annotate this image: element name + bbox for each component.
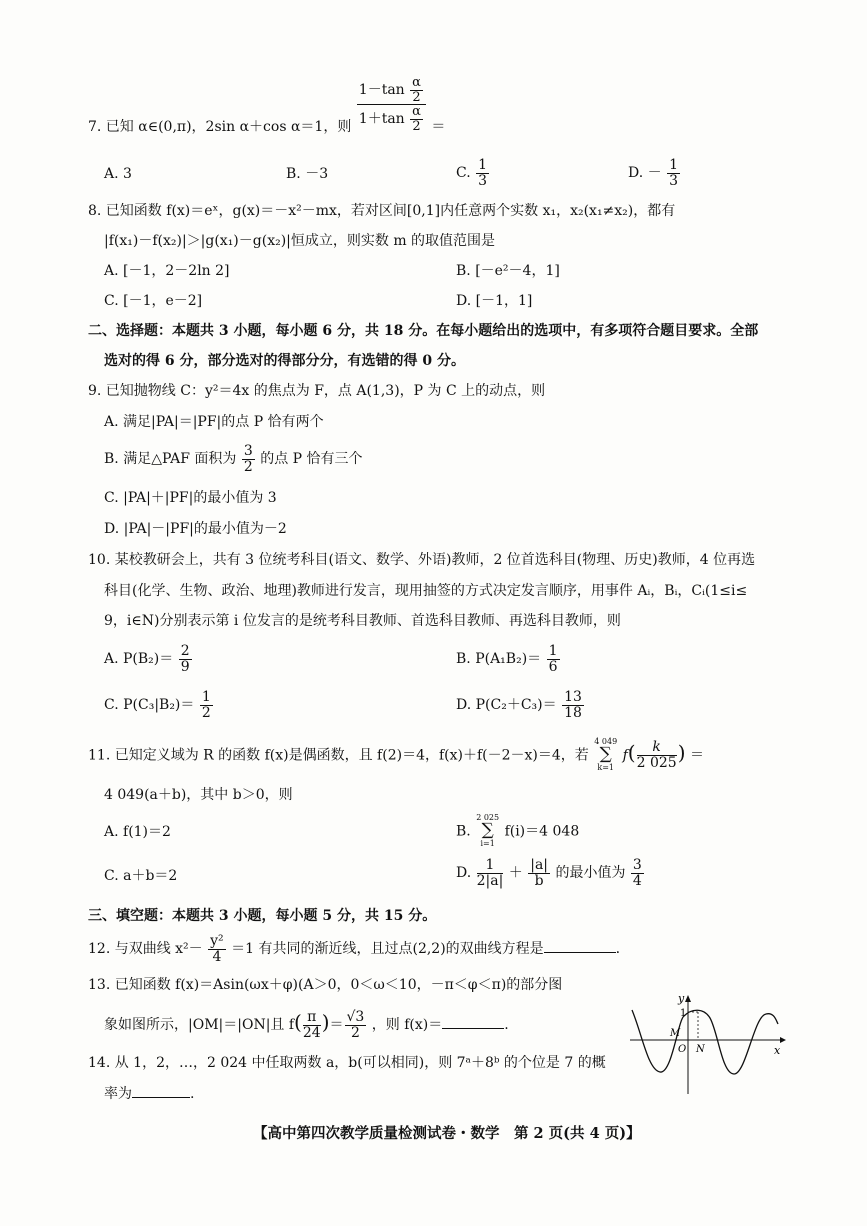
q8-option-c: C. [－1，e－2]	[104, 293, 203, 309]
q8-option-b: B. [－e²－4，1]	[456, 263, 560, 279]
q8-option-a: A. [－1，2－2ln 2]	[104, 263, 230, 279]
q7-option-b: B. －3	[286, 166, 329, 182]
q9-option-b: B. 满足△PAF 面积为 $\frac{3}{2}$ 的点 P 恰有三个	[104, 443, 363, 475]
q8-line2: |f(x₁)－f(x₂)|＞|g(x₁)－g(x₂)|恒成立，则实数 m 的取值范围是	[104, 233, 496, 249]
q14-answer-blank[interactable]	[132, 1083, 190, 1098]
x-axis-label: x	[774, 1044, 781, 1057]
section2-heading: 二、选择题：本题共 3 小题，每小题 6 分，共 18 分。在每小题给出的选项中，有多项符合题目要求。全部	[88, 323, 759, 339]
q10-option-d: D. P(C₂＋C₃)＝ $\frac{13}{18}$	[456, 689, 582, 721]
q11-stem: 11. 已知定义域为 R 的函数 f(x)是偶函数，且 f(2)＝4，f(x)＋f(－2－x)＝4，若 4 049 ∑ k=1 f( $\frac{k}{2 025}$ ) ＝	[88, 737, 704, 773]
q11-option-d: D. $\frac{1}{2|a|}$ ＋ $\frac{|a|}{b}$ 的最小值为 $\frac{3}{4}$	[456, 857, 642, 889]
q14-line2: 率为 .	[104, 1083, 194, 1104]
q9-option-d: D. |PA|－|PF|的最小值为－2	[104, 521, 287, 537]
q11-sum: 4 049 ∑ k=1	[594, 737, 618, 773]
q7-options	[104, 158, 784, 194]
q10-line1: 10. 某校教研会上，共有 3 位统考科目(语文、数学、外语)教师，2 位首选科目(物理、历史)教师，4 位再选	[88, 552, 756, 568]
q9-stem: 9. 已知抛物线 C：y²＝4x 的焦点为 F，点 A(1,3)，P 为 C 上的动点，则	[88, 383, 546, 399]
q13-answer-blank[interactable]	[442, 1014, 504, 1029]
q11-line2: 4 049(a＋b)，其中 b＞0，则	[104, 787, 293, 803]
q7-fraction: 1－tan $\frac{\alpha}{2}$ 1＋tan $\frac{\alpha}{2}$	[357, 76, 426, 134]
q9-option-a: A. 满足|PA|＝|PF|的点 P 恰有两个	[104, 414, 324, 430]
q14-line1: 14. 从 1，2，…，2 024 中任取两数 a，b(可以相同)，则 7ᵃ＋8ᵇ 的个位是 7 的概	[88, 1055, 606, 1071]
o-label: O	[678, 1044, 687, 1055]
q10-option-b: B. P(A₁B₂)＝ $\frac{1}{6}$	[456, 643, 558, 675]
q10-line3: 9，i∈N)分别表示第 i 位发言的是统考科目教师、首选科目教师、再选科目教师，则	[104, 613, 621, 629]
q13-line2: 象如图所示，|OM|＝|ON|且 f( $\frac{\pi}{24}$ )＝ $\frac{√3}{2}$ ，则 f(x)＝ .	[104, 1009, 509, 1041]
n-label: N	[696, 1044, 705, 1055]
section2-heading-cont: 选对的得 6 分，部分选对的得部分分，有选错的得 0 分。	[104, 353, 465, 369]
q10-option-c: C. P(C₃|B₂)＝ $\frac{1}{2}$	[104, 689, 211, 721]
x-axis-arrow	[780, 1037, 786, 1043]
y-axis-label: y	[678, 992, 685, 1005]
q11-option-a: A. f(1)＝2	[104, 824, 171, 840]
y-axis-arrow	[685, 995, 691, 1002]
q10-line2: 科目(化学、生物、政治、地理)教师进行发言，现用抽签的方式决定发言顺序，用事件 Aᵢ，Bᵢ，Cᵢ(1≤i≤	[104, 583, 748, 599]
page-footer: 【高中第四次教学质量检测试卷・数学 第 2 页(共 4 页)】	[253, 1125, 641, 1142]
q7-option-c: C. $\frac{1}{3}$	[456, 157, 488, 189]
q7-stem: 7. 已知 α∈(0,π)，2sin α＋cos α＝1，则 1－tan $\frac{\alpha}{2}$ 1＋tan $\frac{\alpha}{2}$ ＝	[88, 75, 446, 135]
q13-sine-graph	[628, 990, 788, 1100]
section3-heading: 三、填空题：本题共 3 小题，每小题 5 分，共 15 分。	[88, 908, 437, 924]
q7-option-a: A. 3	[104, 166, 132, 182]
m-label: M	[670, 1028, 681, 1039]
q11-option-b: B. 2 025 ∑ i=1 f(i)＝4 048	[456, 813, 580, 849]
sine-curve	[632, 1010, 778, 1074]
q7-option-d: D. － $\frac{1}{3}$	[628, 157, 679, 189]
q12-answer-blank[interactable]	[544, 938, 616, 953]
q9-option-c: C. |PA|＋|PF|的最小值为 3	[104, 490, 277, 506]
q8-line1: 8. 已知函数 f(x)＝eˣ，g(x)＝－x²－mx，若对区间[0,1]内任意两个实数 x₁，x₂(x₁≠x₂)，都有	[88, 203, 676, 219]
q12: 12. 与双曲线 x²－ $\frac{\text{y²}}{4}$ ＝1 有共同的渐近线，且过点(2,2)的双曲线方程是 .	[88, 933, 621, 965]
q8-option-d: D. [－1，1]	[456, 293, 533, 309]
q13-line1: 13. 已知函数 f(x)＝Asin(ωx＋φ)(A＞0，0＜ω＜10，－π＜φ＜π)的部分图	[88, 977, 563, 993]
one-label: 1	[680, 1008, 687, 1019]
q11-option-c: C. a＋b＝2	[104, 868, 178, 884]
q10-option-a: A. P(B₂)＝ $\frac{2}{9}$	[104, 643, 190, 675]
